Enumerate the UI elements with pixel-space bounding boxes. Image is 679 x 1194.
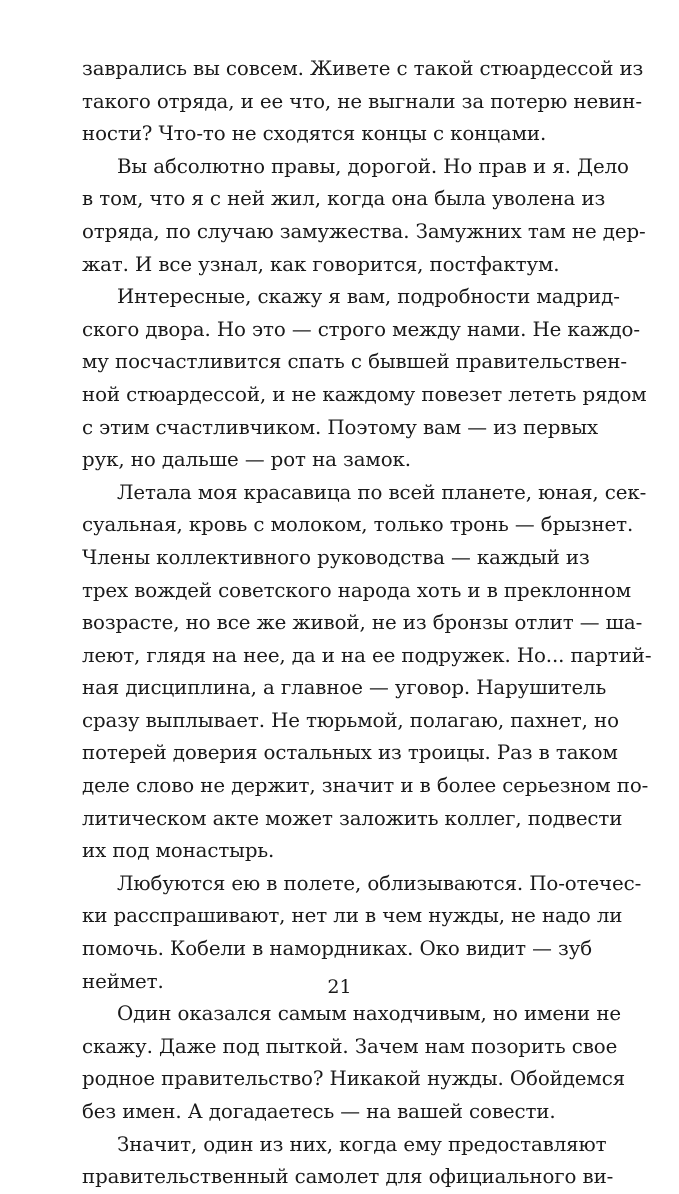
text-line: Члены коллективного руководства — каждый из bbox=[82, 545, 590, 569]
text-line: такого отряда, и ее что, не выгнали за потерю невин- bbox=[82, 89, 642, 113]
text-line: отряда, по случаю замужества. Замужних там не дер- bbox=[82, 219, 646, 243]
text-line: без имен. А догадаетесь — на вашей совести. bbox=[82, 1100, 556, 1123]
text-line: потерей доверия остальных из троицы. Раз в таком bbox=[82, 741, 618, 765]
paragraph bbox=[82, 281, 647, 477]
text-line: в том, что я с ней жил, когда она была уволена из bbox=[82, 187, 606, 211]
text-line: ского двора. Но это — строго между нами. Не каждо- bbox=[82, 317, 640, 341]
text-line: неймет. bbox=[82, 969, 164, 993]
text-line: трех вождей советского народа хоть и в преклонном bbox=[82, 578, 631, 602]
text-line: их под монастырь. bbox=[82, 839, 275, 863]
text-line: с этим счастливчиком. Поэтому вам — из первых bbox=[82, 415, 599, 439]
page-body bbox=[82, 53, 652, 1194]
text-line: сразу выплывает. Не тюрьмой, полагаю, пахнет, но bbox=[82, 708, 619, 732]
text-line: леют, глядя на нее, да и на ее подружек. Но... партий- bbox=[82, 643, 652, 667]
text-line: ности? Что-то не сходятся концы с концами. bbox=[82, 122, 547, 146]
text-line: суальная, кровь с молоком, только тронь — брызнет. bbox=[82, 513, 634, 537]
text-line: Любуются ею в полете, облизываются. По-отечес- bbox=[117, 871, 642, 895]
text-line: ки расспрашивают, нет ли в чем нужды, не надо ли bbox=[82, 904, 623, 928]
text-line: правительственный самолет для официального ви- bbox=[82, 1165, 614, 1189]
text-line: литическом акте может заложить коллег, подвести bbox=[82, 806, 623, 830]
paragraph bbox=[82, 1129, 614, 1194]
text-line: родное правительство? Никакой нужды. Обойдемся bbox=[82, 1067, 626, 1091]
paragraph bbox=[82, 53, 644, 151]
text-line: ной стюардессой, и не каждому повезет лететь рядом bbox=[82, 382, 647, 406]
text-line: Значит, один из них, когда ему предоставляют bbox=[117, 1132, 607, 1156]
text-line: деле слово не держит, значит и в более серьезном по- bbox=[82, 774, 649, 798]
page-number: 21 bbox=[327, 976, 352, 998]
paragraph bbox=[82, 477, 652, 868]
text-line: скажу. Даже под пыткой. Зачем нам позорить свое bbox=[82, 1034, 618, 1058]
text-line: Летала моя красавица по всей планете, юная, сек- bbox=[117, 480, 647, 504]
paragraph bbox=[82, 998, 626, 1128]
text-line: помочь. Кобели в намордниках. Око видит — зуб bbox=[82, 937, 593, 961]
text-line: возрасте, но все же живой, не из бронзы отлит — ша- bbox=[82, 611, 643, 635]
text-line: му посчастливится спать с бывшей правительствен- bbox=[82, 350, 627, 374]
text-line: рук, но дальше — рот на замок. bbox=[82, 448, 411, 472]
text-line: заврались вы совсем. Живете с такой стюардессой из bbox=[82, 57, 644, 80]
text-line: ная дисциплина, а главное — уговор. Нарушитель bbox=[82, 676, 607, 700]
text-line: Интересные, скажу я вам, подробности мадрид- bbox=[117, 285, 620, 309]
text-line: жат. И все узнал, как говорится, постфактум. bbox=[82, 252, 560, 276]
paragraph bbox=[82, 151, 646, 281]
text-line: Вы абсолютно правы, дорогой. Но прав и я. Дело bbox=[117, 154, 629, 178]
text-line: Один оказался самым находчивым, но имени не bbox=[117, 1002, 622, 1026]
